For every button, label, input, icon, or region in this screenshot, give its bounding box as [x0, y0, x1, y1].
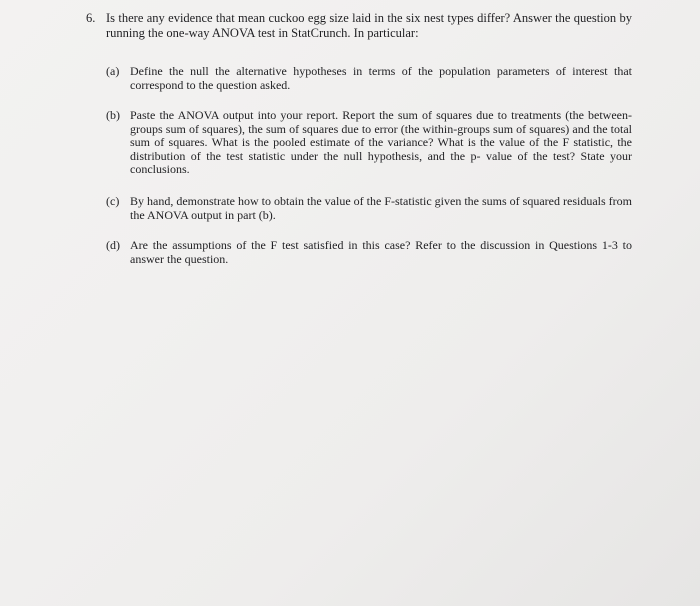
part-a: [106, 65, 632, 92]
part-d-text: Are the assumptions of the F test satisfied in this case? Refer to the discussion in Questions 1-3 to answer the question.: [130, 238, 632, 266]
part-d-label: (d): [106, 238, 120, 252]
part-c-text: By hand, demonstrate how to obtain the value of the F-statistic given the sums of squared residuals from the ANOVA output in part (b).: [130, 194, 632, 222]
part-c: [106, 195, 632, 222]
part-a-label: (a): [106, 64, 120, 78]
part-c-label: (c): [106, 194, 120, 208]
part-a-text: Define the null the alternative hypotheses in terms of the population parameters of interest that correspond to the question asked.: [130, 64, 632, 92]
part-b-text: Paste the ANOVA output into your report. Report the sum of squares due to treatments (the between-groups sum of squares), the sum of squares due to error (the within-groups sum of squares) and the total sum of squares. What is the pooled estimate of the variance? What is the value of the F statistic, the distribution of the test statistic under the null hypothesis, and the p- value of the test? State your conclusions.: [130, 108, 632, 177]
part-b: [106, 109, 632, 177]
question-text: Is there any evidence that mean cuckoo egg size laid in the six nest types differ? Answer the question by running the one-way ANOVA test in StatCrunch. In particular:: [106, 11, 632, 40]
part-b-label: (b): [106, 108, 120, 122]
question-number: 6.: [86, 11, 96, 25]
part-d: [106, 239, 632, 266]
